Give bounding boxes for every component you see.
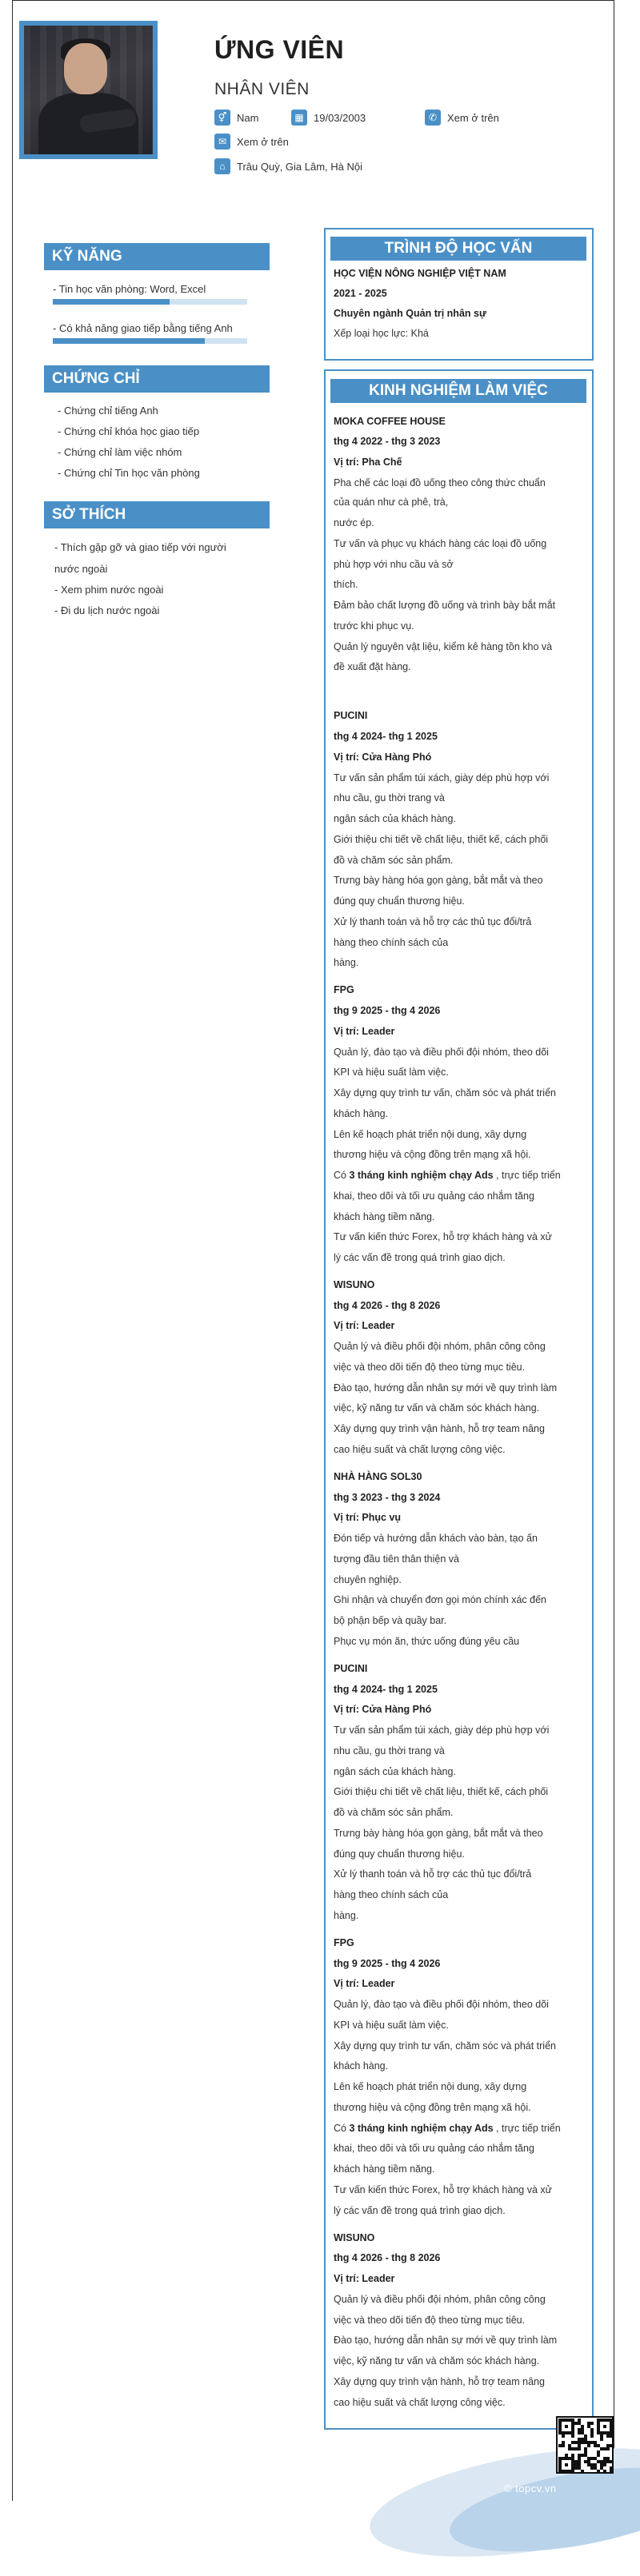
qr-module <box>610 2470 613 2473</box>
experience-line: việc, kỹ năng tư vấn và chăm sóc khách hàng. <box>334 2355 540 2367</box>
experience-line: bộ phận bếp và quầy bar. <box>334 1615 447 1626</box>
experience-heading-line: Vị trí: Phục vụ <box>334 1512 402 1523</box>
experience-line: Quản lý, đào tạo và điều phối đội nhóm, theo dõi <box>334 1047 549 1058</box>
certificate-item: - Chứng chỉ làm việc nhóm <box>58 446 182 458</box>
experience-heading-line: Vị trí: Leader <box>334 1978 395 1989</box>
phone-info <box>425 110 499 126</box>
experience-line: đồ và chăm sóc sản phẩm. <box>334 1807 454 1818</box>
experience-line: cao hiệu suất và chất lượng công việc. <box>334 1444 506 1455</box>
email-info <box>214 134 289 150</box>
experience-heading-line: thg 3 2023 - thg 3 2024 <box>334 1492 441 1503</box>
qr-module <box>562 2434 565 2438</box>
experience-line: việc và theo dõi tiến độ theo từng mục tiêu. <box>334 2315 526 2326</box>
experience-line-part: , trực tiếp triển <box>493 2123 561 2134</box>
experience-heading-line: PUCINI <box>334 1663 368 1674</box>
education-heading: TRÌNH ĐỘ HỌC VẤN <box>330 237 586 261</box>
qr-module <box>603 2463 606 2466</box>
hobby-item: - Đi du lịch nước ngoài <box>54 604 160 616</box>
skill-bar <box>53 299 247 305</box>
experience-heading: KINH NGHIỆM LÀM VIỆC <box>330 379 586 403</box>
experience-line: thích. <box>334 579 358 590</box>
experience-line: Đào tạo, hướng dẫn nhân sự mới về quy trình làm <box>334 1382 558 1394</box>
qr-module <box>562 2444 565 2447</box>
qr-code <box>556 2416 614 2474</box>
experience-line: khách hàng. <box>334 1108 389 1119</box>
candidate-name: ỨNG VIÊN <box>214 35 345 64</box>
education-major: Chuyên ngành Quản trị nhân sự <box>334 308 487 319</box>
qr-module <box>590 2422 594 2425</box>
hobby-item: nước ngoài <box>54 563 108 575</box>
phone-icon: ✆ <box>425 110 441 126</box>
skill-bar-fill <box>53 299 170 305</box>
experience-line: Xây dựng quy trình tư vấn, chăm sóc và phát triển <box>334 1087 556 1099</box>
phone-value: Xem ở trên <box>447 111 499 124</box>
experience-line: cao hiệu suất và chất lượng công việc. <box>334 2397 506 2408</box>
experience-line: đề xuất đặt hàng. <box>334 661 411 672</box>
experience-heading-line: Vị trí: Leader <box>334 2273 395 2284</box>
experience-line: Xây dựng quy trình tư vấn, chăm sóc và phát triển <box>334 2040 556 2052</box>
experience-line: ngân sách của khách hàng. <box>334 1766 456 1777</box>
education-school: HỌC VIỆN NÔNG NGHIỆP VIỆT NAM <box>334 268 506 279</box>
experience-line: khai, theo dõi và tối ưu quảng cáo nhắm tăng <box>334 2143 534 2154</box>
experience-line <box>334 1170 561 1181</box>
experience-heading-line: Vị trí: Cửa Hàng Phó <box>334 1704 432 1715</box>
qr-module <box>587 2444 590 2447</box>
experience-line: tượng đầu tiên thân thiện và <box>334 1553 459 1565</box>
experience-line-emphasis: 3 tháng kinh nghiệm chạy Ads <box>349 1170 494 1181</box>
address-value: Trâu Quỳ, Gia Lâm, Hà Nội <box>237 160 363 173</box>
certificates-heading: CHỨNG CHỈ <box>44 365 270 393</box>
qr-module <box>610 2444 613 2447</box>
experience-line: thương hiệu và cộng đồng trên mạng xã hội. <box>334 2102 531 2113</box>
skills-heading: KỸ NĂNG <box>44 243 270 270</box>
experience-heading-line: MOKA COFFEE HOUSE <box>334 416 446 427</box>
qr-module <box>565 2463 568 2466</box>
experience-heading-line: Vị trí: Pha Chế <box>334 457 402 468</box>
experience-line: Tư vấn và phục vụ khách hàng các loại đồ uống <box>334 538 547 549</box>
qr-module <box>610 2460 613 2463</box>
experience-line-emphasis: 3 tháng kinh nghiệm chạy Ads <box>349 2123 494 2134</box>
experience-line: Tư vấn kiến thức Forex, hỗ trợ khách hàng và xử <box>334 1231 553 1242</box>
experience-heading-line: thg 9 2025 - thg 4 2026 <box>334 1005 441 1016</box>
experience-line: Tư vấn sản phẩm túi xách, giày dép phù hợp với <box>334 1725 550 1736</box>
experience-line: Đào tạo, hướng dẫn nhân sự mới về quy trình làm <box>334 2335 558 2346</box>
qr-module <box>565 2425 568 2428</box>
experience-heading-line: thg 4 2022 - thg 3 2023 <box>334 436 441 447</box>
experience-line: Quản lý nguyên vật liệu, kiểm kê hàng tồn kho và <box>334 641 553 652</box>
experience-line: khai, theo dõi và tối ưu quảng cáo nhắm tăng <box>334 1190 534 1202</box>
experience-line: việc, kỹ năng tư vấn và chăm sóc khách hàng. <box>334 1402 540 1414</box>
experience-line: Giới thiệu chi tiết về chất liệu, thiết kế, cách phối <box>334 1786 549 1797</box>
experience-line: Xây dựng quy trình vận hành, hỗ trợ team nâng <box>334 2376 545 2387</box>
experience-line: nhu cầu, gu thời trang và <box>334 1745 445 1757</box>
qr-module <box>571 2470 574 2473</box>
qr-module <box>610 2434 613 2438</box>
qr-module <box>603 2425 606 2428</box>
experience-line: Trưng bày hàng hóa gọn gàng, bắt mắt và theo <box>334 1828 543 1839</box>
skill-item: - Tin học văn phòng: Word, Excel <box>53 283 206 295</box>
experience-line: ngân sách của khách hàng. <box>334 813 456 824</box>
skill-bar-fill <box>53 338 205 344</box>
experience-box <box>324 369 594 2430</box>
experience-line: đúng quy chuẩn thương hiệu. <box>334 895 465 907</box>
certificate-item: - Chứng chỉ tiếng Anh <box>58 405 158 417</box>
experience-line: hàng theo chính sách của <box>334 1889 449 1900</box>
experience-heading-line: WISUNO <box>334 1279 375 1290</box>
experience-line: khách hàng tiềm năng. <box>334 1211 435 1222</box>
experience-line: khách hàng tiềm năng. <box>334 2163 435 2175</box>
hobbies-heading: SỞ THÍCH <box>44 501 270 528</box>
certificate-item: - Chứng chỉ khóa học giao tiếp <box>58 425 200 437</box>
qr-module <box>606 2447 610 2450</box>
experience-line <box>334 2123 561 2134</box>
experience-line: nước ép. <box>334 517 374 528</box>
experience-line: Ghi nhận và chuyển đơn gọi món chính xác đến <box>334 1594 547 1605</box>
experience-heading-line: thg 4 2024- thg 1 2025 <box>334 731 438 742</box>
experience-line: hàng. <box>334 1910 359 1921</box>
experience-line: Tư vấn kiến thức Forex, hỗ trợ khách hàng và xử <box>334 2184 553 2195</box>
experience-line: lý các vấn đề trong quá trình giao dịch. <box>334 2205 506 2216</box>
experience-line: thương hiệu và cộng đồng trên mạng xã hội. <box>334 1149 531 1160</box>
experience-line: Phục vụ món ăn, thức uống đúng yêu cầu <box>334 1636 520 1647</box>
experience-line: Pha chế các loại đồ uống theo công thức chuẩn <box>334 477 546 488</box>
qr-module <box>581 2470 584 2473</box>
experience-line: Xây dựng quy trình vận hành, hỗ trợ team nâng <box>334 1423 545 1434</box>
experience-heading-line: thg 4 2026 - thg 8 2026 <box>334 1300 441 1311</box>
experience-line: khách hàng. <box>334 2060 389 2072</box>
experience-line: đúng quy chuẩn thương hiệu. <box>334 1848 465 1860</box>
qr-module <box>571 2434 574 2438</box>
experience-line: Xử lý thanh toán và hỗ trợ các thủ tục đổi/trả <box>334 916 532 927</box>
skill-item: - Có khả năng giao tiếp bằng tiếng Anh <box>53 322 233 334</box>
skill-bar <box>53 338 247 344</box>
experience-heading-line: Vị trí: Cửa Hàng Phó <box>334 752 432 763</box>
hobby-item: - Xem phim nước ngoài <box>54 584 164 596</box>
left-frame-line <box>12 0 13 2501</box>
dob-info <box>291 110 366 126</box>
experience-heading-line: thg 4 2026 - thg 8 2026 <box>334 2252 441 2263</box>
experience-line: nhu cầu, gu thời trang và <box>334 792 445 804</box>
education-grade: Xếp loại học lực: Khá <box>334 328 429 339</box>
experience-line: Đón tiếp và hướng dẫn khách vào bàn, tạo ấn <box>334 1533 538 1544</box>
gender-info <box>214 110 258 126</box>
experience-line: Lên kế hoạch phát triển nội dung, xây dựng <box>334 1129 527 1140</box>
experience-line-part: , trực tiếp triển <box>493 1170 561 1181</box>
experience-heading-line: FPG <box>334 1937 354 1948</box>
experience-line: KPI và hiệu suất làm việc. <box>334 1067 449 1078</box>
experience-line: lý các vấn đề trong quá trình giao dịch. <box>334 1252 506 1263</box>
experience-heading-line: WISUNO <box>334 2232 375 2243</box>
experience-line: Tư vấn sản phẩm túi xách, giày dép phù hợp với <box>334 772 550 784</box>
experience-line: của quán như cà phê, trà, <box>334 496 449 508</box>
experience-line: hàng. <box>334 957 359 968</box>
experience-line-part: Có <box>334 2123 350 2134</box>
experience-heading-line: FPG <box>334 984 354 995</box>
top-frame-line <box>12 0 614 1</box>
experience-line: đồ và chăm sóc sản phẩm. <box>334 855 454 866</box>
email-icon: ✉ <box>214 134 230 150</box>
experience-line: việc và theo dõi tiến độ theo từng mục tiêu. <box>334 1362 526 1373</box>
experience-line: Trưng bày hàng hóa gọn gàng, bắt mắt và theo <box>334 875 543 886</box>
experience-heading-line: thg 9 2025 - thg 4 2026 <box>334 1958 441 1969</box>
experience-line-part: Có <box>334 1170 350 1181</box>
experience-line: Giới thiệu chi tiết về chất liệu, thiết kế, cách phối <box>334 834 549 845</box>
dob-value: 19/03/2003 <box>314 111 366 124</box>
experience-line: trước khi phục vụ. <box>334 620 414 632</box>
candidate-role: NHÂN VIÊN <box>214 80 310 98</box>
experience-line: KPI và hiệu suất làm việc. <box>334 2020 449 2031</box>
experience-heading-line: Vị trí: Leader <box>334 1320 395 1331</box>
gender-icon: ⚥ <box>214 110 230 126</box>
qr-module <box>590 2434 594 2438</box>
experience-line: Quản lý và điều phối đội nhóm, phân công công <box>334 1341 546 1352</box>
qr-module <box>603 2470 606 2473</box>
experience-heading-line: thg 4 2024- thg 1 2025 <box>334 1684 438 1695</box>
qr-module <box>600 2438 603 2441</box>
candidate-photo <box>19 21 158 159</box>
certificate-item: - Chứng chỉ Tin học văn phòng <box>58 467 200 479</box>
email-value: Xem ở trên <box>237 135 289 148</box>
address-info <box>214 158 362 174</box>
experience-heading-line: Vị trí: Leader <box>334 1026 395 1037</box>
experience-line: phù hợp với nhu cầu và sở <box>334 559 454 570</box>
experience-line: chuyên nghiệp. <box>334 1574 402 1585</box>
experience-heading-line: PUCINI <box>334 710 368 721</box>
gender-value: Nam <box>237 111 259 124</box>
experience-line: Quản lý và điều phối đội nhóm, phân công công <box>334 2294 546 2305</box>
hobby-item: - Thích gặp gỡ và giao tiếp với người <box>54 541 226 553</box>
experience-line: Đảm bảo chất lượng đồ uống và trình bày bắt mắt <box>334 600 556 611</box>
qr-module <box>578 2447 581 2450</box>
calendar-icon: ▦ <box>291 110 307 126</box>
location-icon: ⌂ <box>214 158 230 174</box>
experience-line: Xử lý thanh toán và hỗ trợ các thủ tục đổi/trả <box>334 1868 532 1880</box>
education-years: 2021 - 2025 <box>334 288 387 299</box>
experience-line: hàng theo chính sách của <box>334 937 449 948</box>
experience-line: Lên kế hoạch phát triển nội dung, xây dựng <box>334 2081 527 2092</box>
footer-watermark: © topcv.vn <box>504 2482 557 2494</box>
experience-line: Quản lý, đào tạo và điều phối đội nhóm, theo dõi <box>334 1999 549 2010</box>
qr-module <box>597 2454 600 2457</box>
qr-module <box>597 2470 600 2473</box>
experience-heading-line: NHÀ HÀNG SOL30 <box>334 1471 422 1482</box>
